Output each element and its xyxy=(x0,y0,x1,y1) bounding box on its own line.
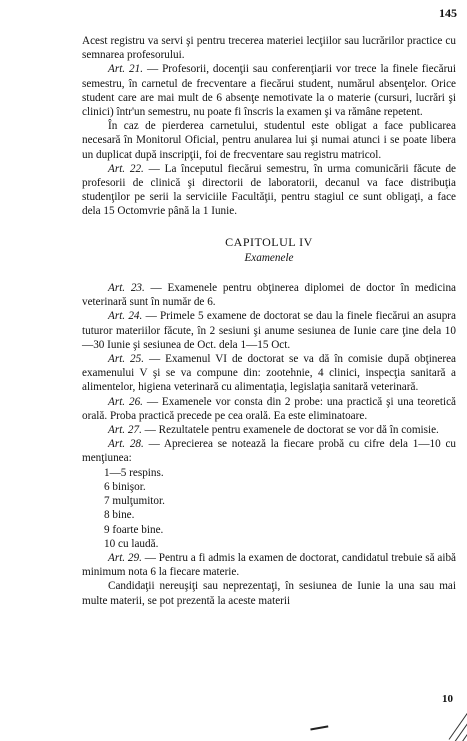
paragraph-text: În caz de pierderea carnetului, studentul este obligat a face publicarea necesară în Monitorul Oficial, pentru anularea lui şi numai atunci i se poate libera un duplicat după inscripţii, foi de frecventare sau registru matricol. xyxy=(82,120,456,161)
grade-item: 9 foarte bine. xyxy=(104,523,164,536)
article-label: Art. 27. xyxy=(108,424,142,437)
grade-item: 1—5 respins. xyxy=(104,466,164,479)
chapter-subtitle: Examenele xyxy=(244,251,294,264)
article-text: — Rezultatele pentru examenele de doctorat se vor dă în comisie. xyxy=(144,424,439,437)
page-edge-scan-artifact xyxy=(445,681,467,741)
article-26 xyxy=(82,395,456,423)
article-21 xyxy=(82,62,456,119)
grade-item: 10 cu laudă. xyxy=(104,537,159,550)
article-label: Art. 23. xyxy=(108,282,145,295)
page-number: 145 xyxy=(439,6,457,20)
article-25 xyxy=(82,352,456,395)
footer-number: 10 xyxy=(442,693,453,705)
article-label: Art. 26. xyxy=(108,395,143,408)
article-text: — Profesorii, docenţii sau conferenţiarii vor trece la finele fiecărui semestru, în carnetul de frecventare a fiecărui student, numărul absenţelor. Orice student care are mai mult de 6 absenţe nemotivate la o materie (cursuri, lucrări şi clinici) într'un semestru, nu poate fi înscris la examen şi va rămâne repetent. xyxy=(82,63,457,119)
article-label: Art. 22. xyxy=(108,162,144,175)
article-27 xyxy=(82,423,456,437)
body-text xyxy=(82,34,456,608)
paragraph xyxy=(82,579,456,607)
paragraph-text: Acest registru va servi şi pentru trecerea materiei lecţiilor sau lucrărilor practice cu semnarea profesorului. xyxy=(82,35,456,62)
paragraph xyxy=(82,34,456,62)
article-text: — Examenele vor consta din 2 probe: una practică şi una teoretică orală. Proba practică precede pe cea orală. Ea este eliminatoare. xyxy=(82,395,457,422)
chapter-title: CAPITOLUL IV xyxy=(225,234,313,249)
grade-item: 7 mulţumitor. xyxy=(104,495,165,508)
article-22 xyxy=(82,162,456,219)
article-23 xyxy=(82,281,456,309)
ink-mark xyxy=(310,721,329,730)
article-text: — Pentru a fi admis la examen de doctorat, candidatul trebuie să aibă minimum nota 6 la fiecare materie. xyxy=(82,551,457,579)
article-label: Art. 25. xyxy=(108,353,145,366)
paragraph-text: Candidaţii nereuşiţi sau neprezentaţi, în sesiunea de Iunie la una sau mai multe materii, se pot prezentă la aceste materii xyxy=(82,580,456,607)
article-text: — Aprecierea se notează la fiecare probă cu cifre dela 1—10 cu menţiunea: xyxy=(82,438,457,465)
article-text: — Examenul VI de doctorat se va dă în comisie după obţinerea examenului V şi se va compune din: zootehnie, 4 clinici, inspecţia sanitară a alimentelor, higiena veterinară cu alimentaţia, legislaţia sanitară veterinară. xyxy=(82,353,457,394)
article-28 xyxy=(82,437,456,465)
article-29 xyxy=(82,551,456,579)
paragraph xyxy=(82,119,456,162)
grade-item: 6 binişor. xyxy=(104,480,146,493)
article-label: Art. 24. xyxy=(108,310,143,323)
article-text: — Primele 5 examene de doctorat se dau la finele fiecărui an asupra tuturor materiilor făcute, în 2 sesiuni şi anume sesiunea de Iunie care ţine dela 10—30 Iunie şi sesiunea de Oct. dela 1—15 Oct. xyxy=(82,310,456,351)
article-label: Art. 29. xyxy=(108,551,142,564)
article-text: — Examenele pentru obţinerea diplomei de doctor în medicina veterinară sunt în număr de 6. xyxy=(82,282,457,309)
grade-item: 8 bine. xyxy=(104,509,135,522)
article-label: Art. 21. xyxy=(108,63,144,76)
article-text: — La începutul fiecărui semestru, în urma comunicării făcute de profesorii de clinică şi directorii de laboratorii, decanul va face distribuţia studenţilor pe serii la serviciile Facultăţii, pentru stagiul ce sunt obligaţi, a face dela 15 Octomvrie până la 1 Iunie. xyxy=(82,162,457,218)
article-24 xyxy=(82,309,456,352)
article-label: Art. 28. xyxy=(108,438,144,451)
